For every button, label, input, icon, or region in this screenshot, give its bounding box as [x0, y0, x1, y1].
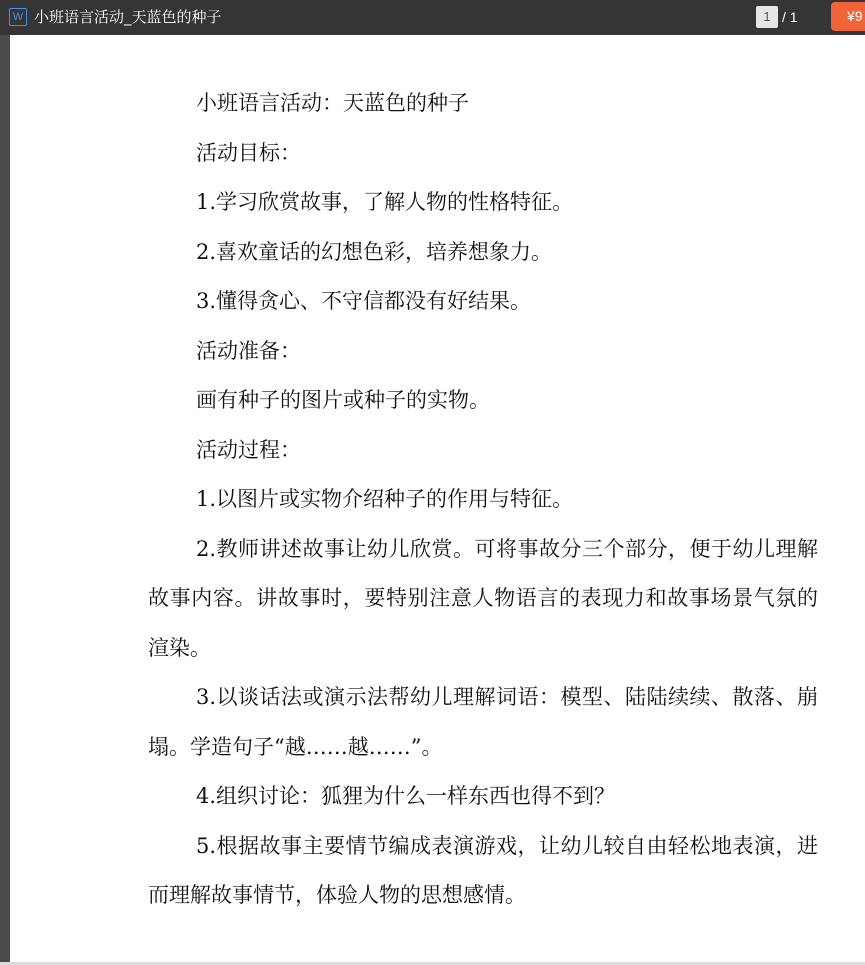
- page-number-input[interactable]: 1: [756, 6, 778, 28]
- word-icon: W: [9, 8, 27, 26]
- section-heading-preparation: 活动准备：: [196, 338, 301, 363]
- page-total: / 1: [782, 9, 798, 25]
- list-item: 2.教师讲述故事让幼儿欣赏。可将事故分三个部分，便于幼儿理解故事内容。讲故事时，要特别注意人物语言的表现力和故事场景气氛的渲染。: [148, 536, 818, 660]
- list-item: 5.根据故事主要情节编成表演游戏，让幼儿较自由轻松地表演，进而理解故事情节，体验人物的思想感情。: [148, 833, 818, 907]
- document-body: [148, 79, 818, 921]
- left-scroll-rail: [0, 35, 10, 965]
- paragraph: 画有种子的图片或种子的实物。: [196, 388, 490, 412]
- list-item: 3.以谈话法或演示法帮幼儿理解词语：模型、陆陆续续、散落、崩塌。学造句子“越……越……”。: [148, 685, 818, 759]
- document-title: 小班语言活动_天蓝色的种子: [34, 8, 222, 26]
- price-button[interactable]: ¥9: [831, 2, 865, 31]
- section-heading-process: 活动过程：: [196, 437, 301, 462]
- list-item: 1.以图片或实物介绍种子的作用与特征。: [196, 487, 574, 511]
- list-item: 4.组织讨论：狐狸为什么一样东西也得不到？: [196, 784, 616, 808]
- page-indicator: [756, 5, 798, 29]
- title-bar: [0, 0, 865, 35]
- section-heading-goals: 活动目标：: [196, 140, 301, 165]
- list-item: 1.学习欣赏故事，了解人物的性格特征。: [196, 190, 574, 214]
- doc-title-paragraph: 小班语言活动：天蓝色的种子: [196, 91, 469, 115]
- list-item: 3.懂得贪心、不守信都没有好结果。: [196, 289, 532, 313]
- list-item: 2.喜欢童话的幻想色彩，培养想象力。: [196, 239, 553, 264]
- document-page: [10, 35, 865, 960]
